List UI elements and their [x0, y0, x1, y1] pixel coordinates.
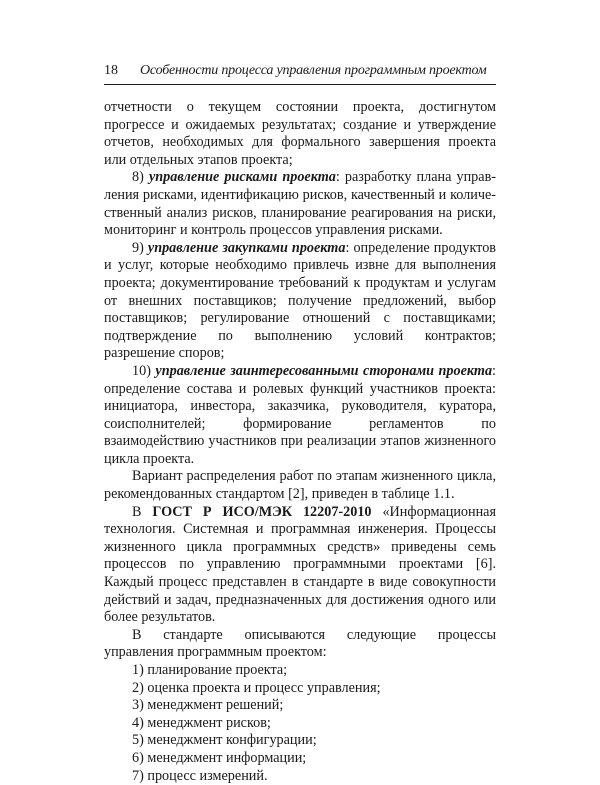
- running-header-title: Особенности процесса управления программным проектом: [140, 63, 487, 78]
- list-item: 6) менеджмент информации;: [132, 749, 307, 766]
- list-item: 5) менеджмент конфигурации;: [132, 732, 317, 749]
- list-item: 3) менеджмент решений;: [132, 697, 284, 714]
- item-number: 8): [132, 169, 149, 186]
- paragraph-prefix: В: [132, 503, 153, 520]
- paragraph-continuation: отчетности о текущем состоянии проекта, достигнутом прогрессе и ожидаемых результатах; создание и утверждение отчетов, необходимых для формального завершения проекта или отдельных этапов проекта;: [104, 99, 496, 168]
- list-item: 7) процесс измерений.: [132, 767, 268, 784]
- term-procurement-management: управление закупками проекта: [147, 239, 346, 256]
- list-item: 1) планирование проекта;: [132, 662, 288, 678]
- process-list: [104, 662, 496, 785]
- page-number: 18: [104, 63, 118, 78]
- body-text: [104, 99, 496, 785]
- item-number: 9): [132, 239, 148, 256]
- term-stakeholder-management: управление заинтересованными сторонами проекта: [155, 362, 493, 379]
- paragraph-text: : разработку плана управления рисками, идентификацию рисков, качественный и количественный анализ рисков, планирование реагирования на риски, мониторинг и контроль процессов управления рисками.: [104, 169, 497, 239]
- list-item: 4) менеджмент рисков;: [132, 714, 271, 731]
- standard-reference: ГОСТ Р ИСО/МЭК 12207-2010: [152, 503, 372, 520]
- running-header: [104, 62, 496, 85]
- paragraph-text: : определение продуктов и услуг, которые необходимо привлечь извне для выполнения проекта; документирование требований к продуктам и услугам от внешних поставщиков; получение предложений, выбор поставщиков; регулирование отношений с поставщиками; подтверждение по выполнению условий контрактов; разрешение споров;: [104, 239, 496, 362]
- paragraph-gost-standard: [104, 504, 496, 627]
- paragraph-procurement-management: [104, 240, 496, 363]
- paragraph-list-intro: В стандарте описываются следующие процессы управления программным проектом:: [104, 626, 496, 661]
- paragraph-text: : определение состава и ролевых функций участников проекта: инициатора, инвестора, заказчика, руководителя, куратора, соисполнителей; формирование регламентов по взаимодействию участников при реализации этапов жизненного цикла проекта.: [104, 362, 496, 467]
- list-item: 2) оценка проекта и процесс управления;: [132, 679, 381, 696]
- paragraph-text: «Информационная технология. Системная и программная инженерия. Процессы жизненного цикла программных средств» приведены семь процессов по управлению программными проектами [6]. Каждый процесс представлен в стандарте в виде совокупности действий и задач, предназначенных для достижения одного или более результатов.: [104, 503, 497, 626]
- paragraph-stakeholder-management: [104, 363, 496, 469]
- book-page: [104, 62, 496, 785]
- item-number: 10): [132, 362, 156, 379]
- term-risk-management: управление рисками проекта: [148, 169, 336, 186]
- paragraph-risk-management: [104, 169, 496, 239]
- paragraph-lifecycle-variant: Вариант распределения работ по этапам жизненного цикла, рекомендованных стандартом [2], приведен в таблице 1.1.: [104, 468, 496, 503]
